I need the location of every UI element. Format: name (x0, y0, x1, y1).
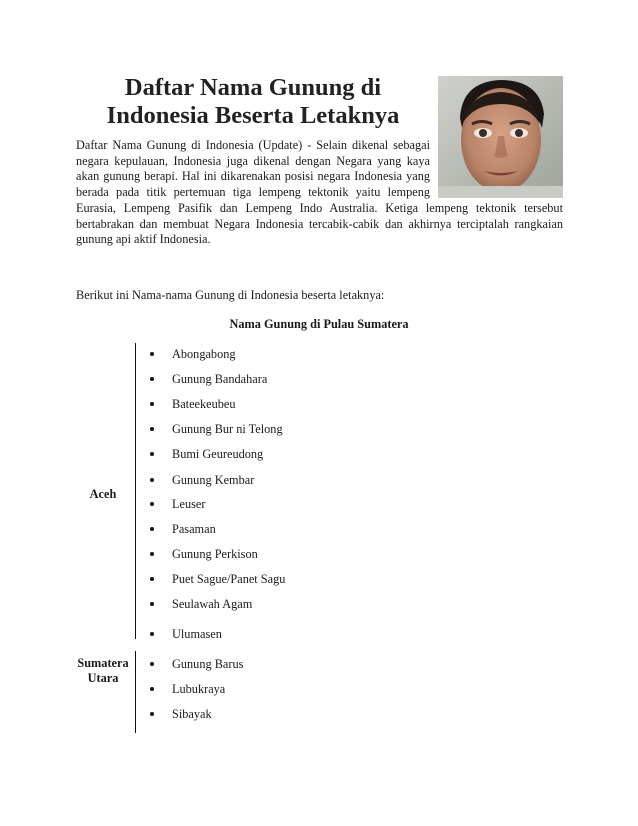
bullet-icon (150, 712, 154, 716)
intro-paragraph-bottom (76, 201, 563, 248)
mountain-name: Seulawah Agam (172, 597, 253, 611)
bullet-icon (150, 527, 154, 531)
bullet-icon (150, 427, 154, 431)
bullet-icon (150, 402, 154, 406)
bullet-icon (150, 377, 154, 381)
mountain-name: Gunung Perkison (172, 547, 258, 561)
bullet-icon (150, 687, 154, 691)
bullet-icon (150, 632, 154, 636)
bullet-icon (150, 352, 154, 356)
intro-line: gunung api aktif Indonesia. (76, 232, 211, 247)
region-divider (135, 651, 136, 733)
mountain-name: Gunung Barus (172, 657, 244, 671)
portrait-image (438, 76, 563, 198)
mountain-name: Gunung Bandahara (172, 372, 268, 386)
mountain-name: Bateekeubeu (172, 397, 236, 411)
page-title (80, 74, 426, 130)
mountain-name: Gunung Kembar (172, 473, 255, 487)
intro-paragraph-top (76, 138, 430, 201)
author-photo (438, 76, 563, 198)
intro-line: akan gunung berapi. Hal ini dikarenakan posisi negara Indonesia yang (76, 169, 430, 184)
mountain-name: Pasaman (172, 522, 216, 536)
bullet-icon (150, 552, 154, 556)
region-divider (135, 343, 136, 639)
region-label-line: Sumatera (77, 656, 129, 670)
region-label-aceh: Aceh (89, 487, 117, 501)
bullet-icon (150, 602, 154, 606)
intro-line: bertabrakan dan membuat Negara Indonesia tercabik-cabik dan akhirnya terciptalah rangkaian (76, 216, 563, 231)
mountain-name: Sibayak (172, 707, 212, 721)
bullet-icon (150, 478, 154, 482)
bullet-icon (150, 452, 154, 456)
mountain-name: Bumi Geureudong (172, 447, 264, 461)
bullet-icon (150, 577, 154, 581)
mountain-name: Leuser (172, 497, 206, 511)
mountain-name: Ulumasen (172, 627, 222, 641)
intro-line: berada pada titik pertemuan tiga lempeng tektonik yaitu lempeng (76, 185, 430, 200)
intro-line: negara kepulauan, Indonesia juga dikenal dengan Negara yang kaya (76, 153, 430, 168)
intro-line: Daftar Nama Gunung di Indonesia (Update) - Selain dikenal sebagai (76, 138, 430, 152)
region-label-sumatera-utara (70, 656, 136, 686)
bullet-icon (150, 662, 154, 666)
mountain-name: Lubukraya (172, 682, 226, 696)
region-label-line: Utara (87, 671, 119, 685)
mountain-name: Gunung Bur ni Telong (172, 422, 283, 436)
section-title: Nama Gunung di Pulau Sumatera (229, 317, 409, 331)
mountain-name: Abongabong (172, 347, 236, 361)
bullet-icon (150, 502, 154, 506)
lead-text: Berikut ini Nama-nama Gunung di Indonesia beserta letaknya: (76, 288, 385, 302)
mountain-name: Puet Sague/Panet Sagu (172, 572, 286, 586)
intro-line: Eurasia, Lempeng Pasifik dan Lempeng Indo Australia. Ketiga lempeng tektonik tersebut (76, 201, 563, 215)
title-line-2: Indonesia Beserta Letaknya (106, 102, 400, 129)
title-line-1: Daftar Nama Gunung di (124, 74, 382, 101)
